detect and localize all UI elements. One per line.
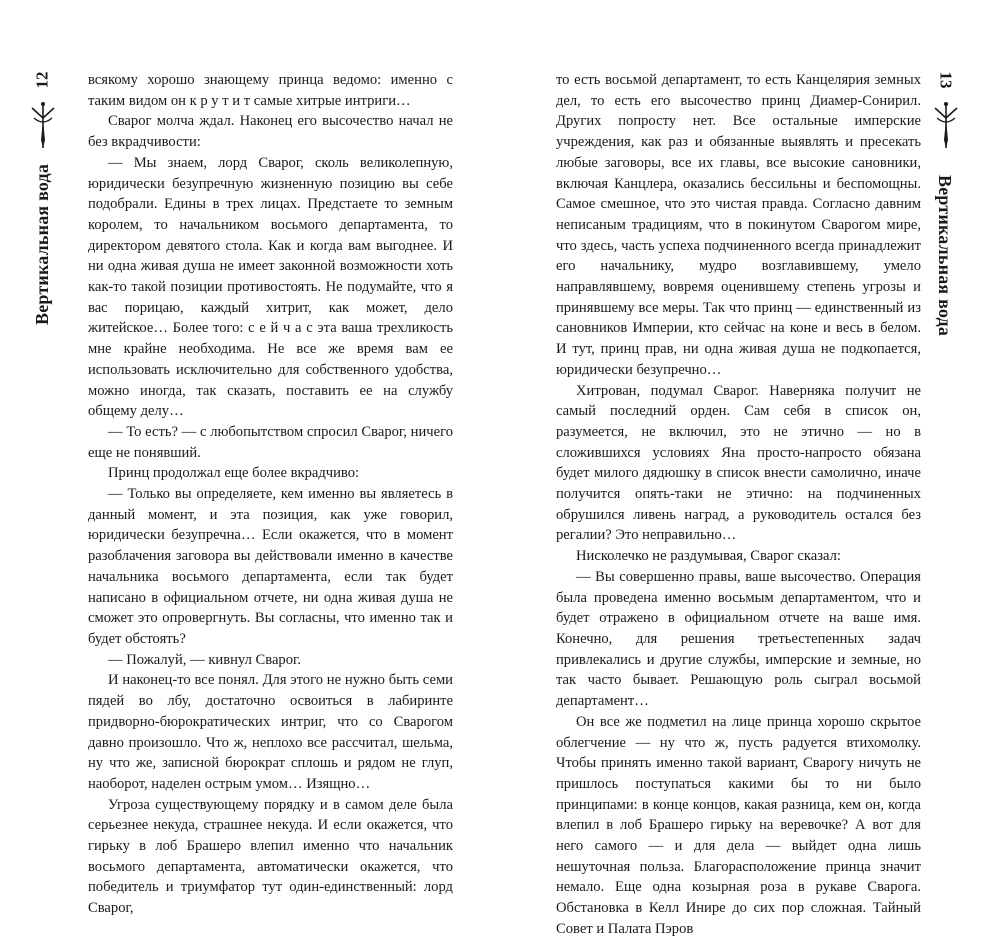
paragraph: Хитрован, подумал Сварог. Наверняка получит не самый последний орден. Сам себя в список он, разумеется, не включил, это не этично — но в сложившихся условиях Яна просто-напросто обязана будет милого дядюшку в список внести самолично, иначе получится опять-таки не этично: на подчиненных обрушился ливень наград, а руководитель остался без регалии? Это неправильно… [556,382,921,544]
paragraph: Он все же подметил на лице принца хорошо скрытое облегчение — ну что ж, пусть радуется втихомолку. Чтобы принять именно такой вариант, Сварогу ничуть не пришлось поступаться какими бы то ни было принципами: в конце концов, какая разница, кем он, когда влепил в лоб Брашеро гирьку на веревочке? А вот для него самого — и для дела — выйдет одна лишь нешуточная польза. Благорасположение принца значит немало. Еще одна козырная роза в рукаве Сварога. Обстановка в Келл Инире до сих пор сложная. Тайный Совет и Палата Пэров [556,713,921,937]
left-page [0,0,500,917]
paragraph: то есть восьмой департамент, то есть Канцелярия земных дел, то есть его высочество принц Диамер-Сонирил. Других попросту нет. Все остальные имперские учреждения, как раз и обязанные выявлять и пресекать любые заговоры, все их главы, все высокие сановники, включая Канцлера, оказались бессильны и беспомощны. Самое смешное, что это чистая правда. Согласно давним неписаным традициям, что в покинутом Сварогом мире, что здесь, часть успеха подчиненного всегда принадлежит его начальнику, мудро возглавившему, умело направлявшему, вовремя оценившему степень угрозы и принявшему все меры. Так что принц — единственный из сановников Империи, кто сейчас на коне и весь в белом. И тут, принц прав, ни одна живая душа не подкопается, юридически безупречно… [556,72,921,378]
paragraph: — Мы знаем, лорд Сварог, сколь великолепную, юридически безупречную жизненную позицию вы себе подобрали. Едины в трех лицах. Предстаете то земным королем, то начальником восьмого департамента, то директором девятого стола. Как и когда вам выгоднее. И ни одна живая душа не имеет законной возможности хоть как-то такой позиции противостоять. Не подумайте, что я вас порицаю, каждый хитрит, как может, дело житейское… Более того: с е й ч а с эта ваша трехликость мне крайне необходима. Не все же время вам ее использовать исключительно для собственного удобства, можно иногда, так сказать, поставить ее на службу общему делу… [88,154,453,420]
sword-ornament-icon [933,100,959,152]
paragraph: — Только вы определяете, кем именно вы являетесь в данный момент, и эта позиция, как уже говорил, юридически безупречна… Если окажется, что в момент разоблачения заговора вы действовали именно в качестве начальника восьмого департамента, если так будет написано в официальном отчете, ни одна живая душа не сможет это опровергнуть. Вы согласны, что именно так и будет обстоять? [88,486,453,647]
paragraph: — Пожалуй, — кивнул Сварог. [108,651,302,668]
left-page-text [88,70,453,919]
sword-ornament-icon [30,100,56,152]
paragraph: — Вы совершенно правы, ваше высочество. Операция была проведена именно восьмым департаментом, что и будет отражено в официальном отчете на ваше имя. Конечно, для решения третьестепенных задач привлекались и другие службы, имперские и земные, но так часто бывает. Решающую роль сыграл восьмой департамент… [556,568,921,710]
paragraph: Сварог молча ждал. Наконец его высочество начал не без вкрадчивости: [88,113,453,151]
right-page-number: 13 [936,71,955,89]
left-page-number: 12 [32,71,51,89]
paragraph: — То есть? — с любопытством спросил Сварог, ничего еще не понявший. [88,423,453,461]
right-page [500,0,1000,937]
paragraph: всякому хорошо знающему принца ведомо: именно с таким видом он к р у т и т самые хитрые интриги… [88,72,453,109]
right-page-text [556,70,921,940]
paragraph: Угроза существующему порядку и в самом деле была серьезнее некуда, страшнее некуда. И если окажется, что гирьку в лоб Брашеро влепил именно что начальник восьмого департамента, автоматически окажется, что победитель и триумфатор тут один-единственный: лорд Сварог, [88,796,453,917]
right-runner: 13 Вертикальная вода [925,0,965,758]
left-runner: 12 Вертикальная вода [22,0,62,758]
paragraph: И наконец-то все понял. Для этого не нужно быть семи пядей во лбу, достаточно освоиться в лабиринте придворно-бюрократических интриг, что со Сварогом давно произошло. Что ж, неплохо все рассчитал, шельма, ну что же, записной бюрократ сплошь и рядом не глуп, наоборот, наделен острым умом… Изящно… [88,672,453,792]
paragraph: Нисколечко не раздумывая, Сварог сказал: [576,548,841,565]
paragraph: Принц продолжал еще более вкрадчиво: [108,465,360,482]
